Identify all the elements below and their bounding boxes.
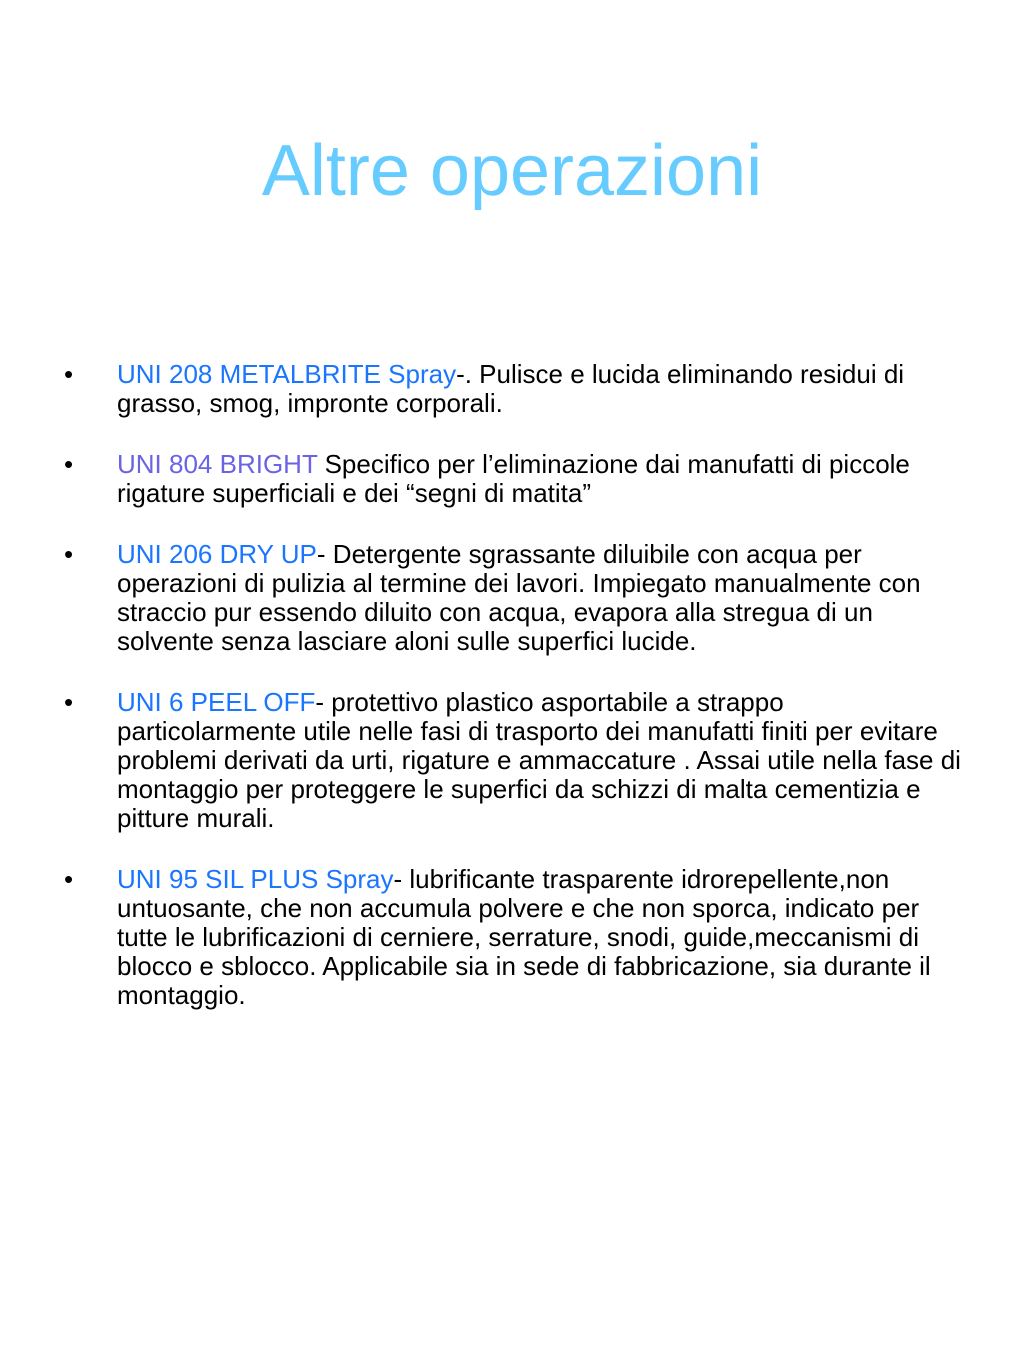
product-name: UNI 95 SIL PLUS Spray <box>117 864 394 894</box>
bullet-list <box>64 360 964 1042</box>
bullet-item-sil-plus <box>64 865 964 1010</box>
product-name: UNI 6 PEEL OFF <box>117 687 316 717</box>
slide-title: Altre operazioni <box>261 131 763 211</box>
bullet-marker: • <box>64 687 74 717</box>
bullet-marker: • <box>64 449 74 479</box>
product-description: - Detergente sgrassante diluibile con acqua per operazioni di pulizia al termine dei lavori. Impiegato manualmente con straccio pur essendo diluito con acqua, evapora alla stregua di un solvente senza lasciare aloni sulle superfici lucide. <box>117 539 921 656</box>
bullet-marker: • <box>64 864 74 894</box>
product-name: UNI 206 DRY UP <box>117 539 317 569</box>
product-name: UNI 208 METALBRITE Spray <box>117 359 457 389</box>
bullet-marker: • <box>64 359 74 389</box>
bullet-item-metalbrite <box>64 360 964 418</box>
bullet-item-bright <box>64 450 964 508</box>
bullet-marker: • <box>64 539 74 569</box>
product-description: - protettivo plastico asportabile a strappo particolarmente utile nelle fasi di trasporto dei manufatti finiti per evitare problemi derivati da urti, rigature e ammaccature . Assai utile nella fase di montaggio per proteggere le superfici da schizzi di malta cementizia e pitture murali. <box>117 687 961 833</box>
bullet-item-dry-up <box>64 540 964 656</box>
product-description: - lubrificante trasparente idrorepellente,non untuosante, che non accumula polvere e che non sporca, indicato per tutte le lubrificazioni di cerniere, serrature, snodi, guide,meccanismi di blocco e sblocco. Applicabile sia in sede di fabbricazione, sia durante il montaggio. <box>117 864 931 1010</box>
product-description: -. Pulisce e lucida eliminando residui di grasso, smog, impronte corporali. <box>117 359 905 418</box>
product-description: Specifico per l’eliminazione dai manufatti di piccole rigature superficiali e dei “segni di matita” <box>117 449 910 508</box>
bullet-item-peel-off <box>64 688 964 833</box>
product-name: UNI 804 BRIGHT <box>117 449 318 479</box>
